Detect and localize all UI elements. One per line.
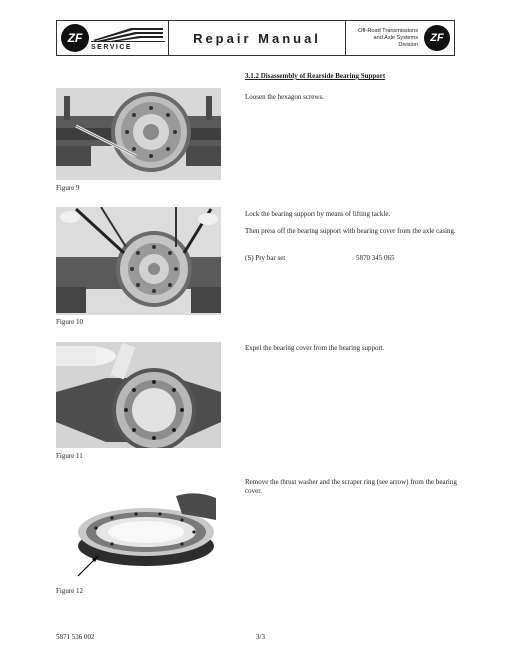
division-text [348,28,418,49]
tool-number: 5870 345 065 [356,254,395,262]
figure-9-caption: Figure 9 [56,184,80,192]
figure-10-caption: Figure 10 [56,318,84,326]
logo-stripes-icon [91,26,165,42]
section-title: 3.1.2 Disassembly of Rearside Bearing Support [245,72,386,80]
zf-logo-icon: ZF [61,24,89,52]
division-block [346,21,454,55]
step-2-text: Lock the bearing support by means of lifting tackle. [245,210,391,218]
tool-label: (S) Pry bar set [245,254,286,262]
step-3-text: Then press off the bearing support with bearing cover from the axle casing. [245,227,456,235]
page-number: 3/3 [256,633,265,641]
division-line-3: Division [398,41,418,48]
figure-11-photo [56,342,221,448]
service-label: SERVICE [91,44,133,51]
figure-12-photo [56,476,221,584]
division-line-1: Off-Road Transmissions [358,27,418,34]
figure-10-photo [56,207,221,315]
step-4-text: Expel the bearing cover from the bearing support. [245,344,385,352]
figure-9-photo [56,88,221,180]
zf-service-logo [57,21,169,55]
step-1-text: Loosen the hexagon screws. [245,93,324,101]
page-header [56,20,455,56]
zf-logo-icon: ZF [424,25,450,51]
figure-11-caption: Figure 11 [56,452,83,460]
figure-12-caption: Figure 12 [56,587,84,595]
division-line-2: and Axle Systems [373,34,418,41]
step-5-text: Remove the thrust washer and the scraper ring (see arrow) from the bearing cover. [245,478,457,495]
manual-title: Repair Manual [169,21,346,55]
document-number: 5871 536 002 [56,633,95,641]
